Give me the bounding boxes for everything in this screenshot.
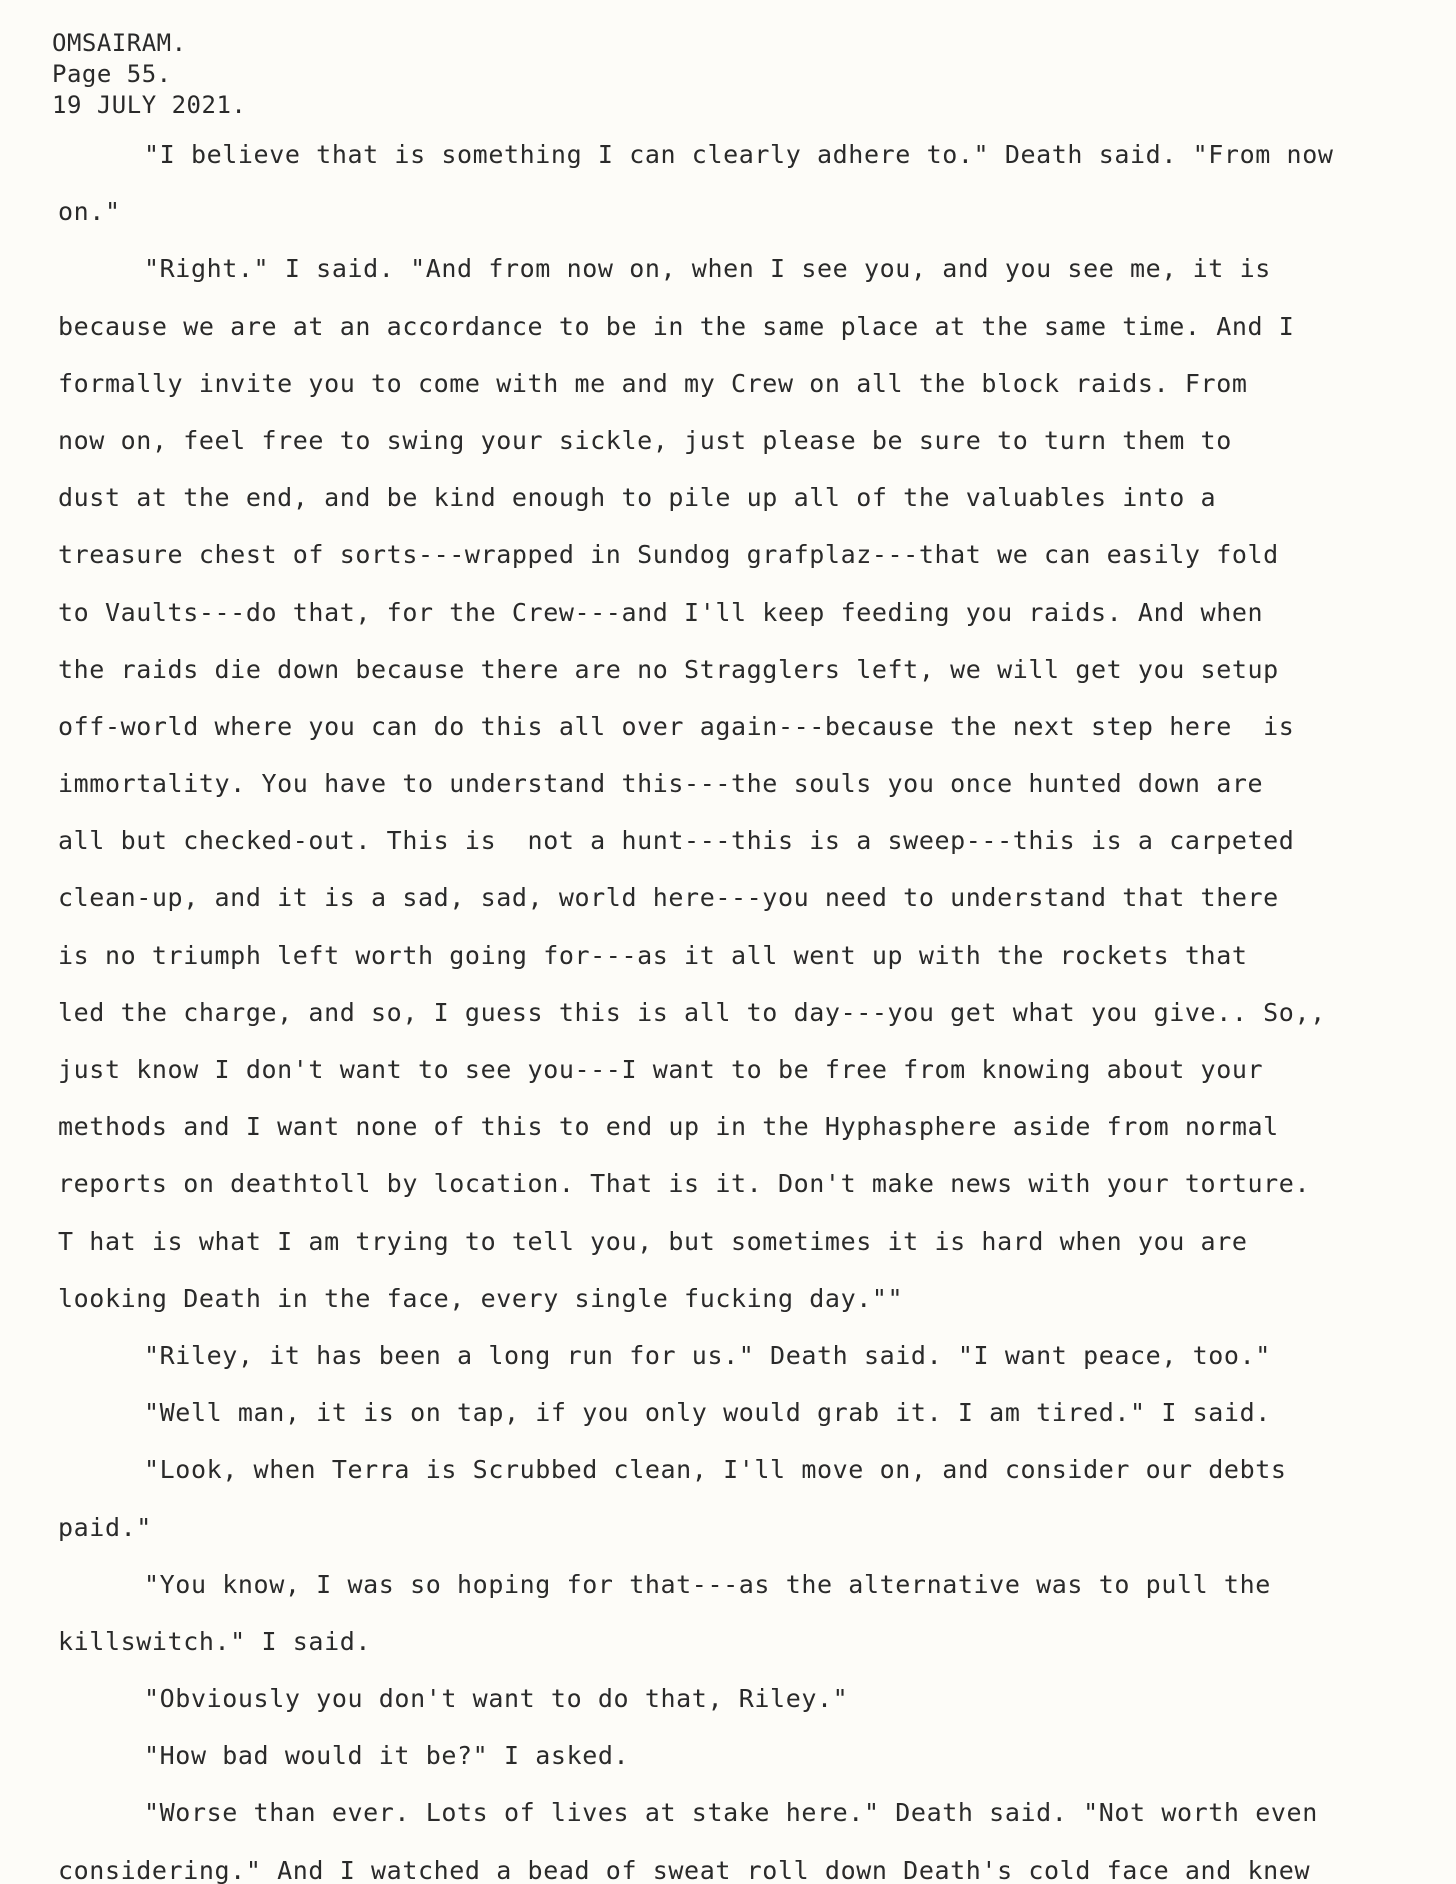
text-line: killswitch." I said. <box>58 1626 372 1656</box>
text-line: "Worse than ever. Lots of lives at stake here." Death said. "Not worth even <box>144 1798 1318 1828</box>
text-line: is no triumph left worth going for---as it all went up with the rockets that <box>58 940 1248 970</box>
page-header <box>52 28 246 121</box>
text-line: "I believe that is something I can clearly adhere to." Death said. "From now <box>144 140 1334 169</box>
page-date: 19 JULY 2021. <box>52 91 247 119</box>
text-line: formally invite you to come with me and my Crew on all the block raids. From <box>58 368 1248 398</box>
text-line: the raids die down because there are no Stragglers left, we will get you setup <box>58 654 1279 684</box>
text-line: off-world where you can do this all over again---because the next step here is <box>58 711 1295 741</box>
text-line: now on, feel free to swing your sickle, just please be sure to turn them to <box>58 425 1232 455</box>
text-line: dust at the end, and be kind enough to pile up all of the valuables into a <box>58 483 1217 513</box>
text-line: because we are at an accordance to be in the same place at the same time. And I <box>58 311 1295 341</box>
text-line: on." <box>58 197 121 227</box>
text-line: "Obviously you don't want to do that, Riley." <box>144 1684 849 1714</box>
text-line: "How bad would it be?" I asked. <box>144 1741 630 1771</box>
text-line: T hat is what I am trying to tell you, but sometimes it is hard when you are <box>58 1226 1248 1256</box>
text-line: looking Death in the face, every single fucking day."" <box>58 1283 904 1313</box>
text-line: reports on deathtoll by location. That is it. Don't make news with your torture. <box>58 1169 1311 1199</box>
text-line: "Look, when Terra is Scrubbed clean, I'll move on, and consider our debts <box>144 1455 1287 1485</box>
text-line: led the charge, and so, I guess this is all to day---you get what you give.. So,, <box>58 997 1326 1027</box>
text-line: "You know, I was so hoping for that---as the alternative was to pull the <box>144 1569 1271 1599</box>
manuscript-body <box>58 126 1428 1884</box>
text-line: "Well man, it is on tap, if you only would grab it. I am tired." I said. <box>144 1398 1271 1428</box>
text-line: treasure chest of sorts---wrapped in Sundog grafplaz---that we can easily fold <box>58 540 1279 570</box>
text-line: paid." <box>58 1512 152 1542</box>
page-number: Page 55. <box>52 60 172 88</box>
header-title: OMSAIRAM. <box>52 29 187 57</box>
text-line: immortality. You have to understand this---the souls you once hunted down are <box>58 769 1264 799</box>
text-line: just know I don't want to see you---I want to be free from knowing about your <box>58 1055 1264 1084</box>
text-line: all but checked-out. This is not a hunt---this is a sweep---this is a carpeted <box>58 826 1295 856</box>
text-line: to Vaults---do that, for the Crew---and I'll keep feeding you raids. And when <box>58 597 1264 627</box>
text-line: clean-up, and it is a sad, sad, world here---you need to understand that there <box>58 883 1279 913</box>
text-line: "Riley, it has been a long run for us." Death said. "I want peace, too." <box>144 1340 1271 1370</box>
text-line: considering." And I watched a bead of sweat roll down Death's cold face and knew <box>58 1855 1311 1884</box>
text-line: "Right." I said. "And from now on, when I see you, and you see me, it is <box>144 254 1271 284</box>
text-line: methods and I want none of this to end up in the Hyphasphere aside from normal <box>58 1112 1279 1142</box>
